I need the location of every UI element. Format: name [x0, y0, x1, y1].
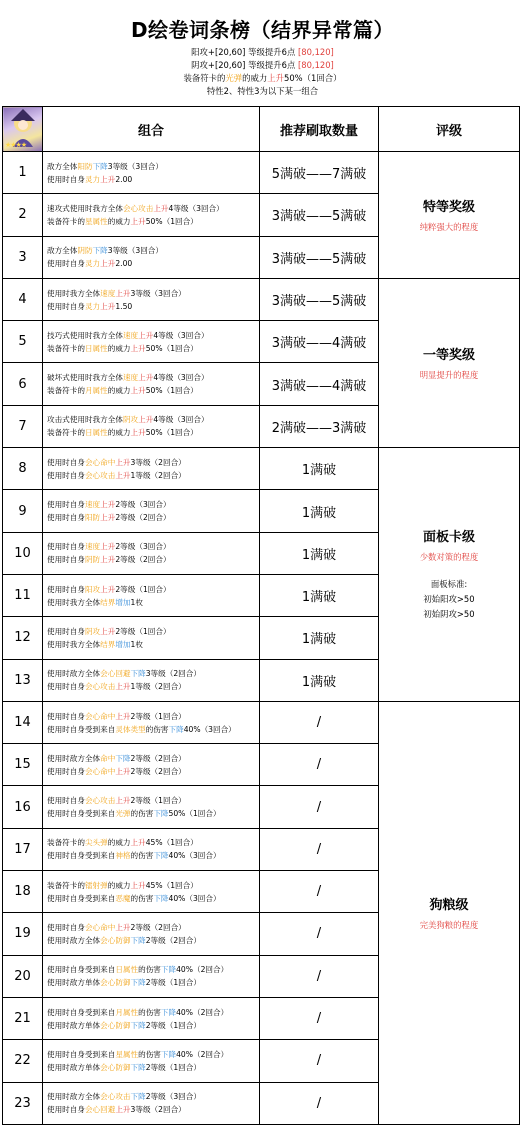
recommended-count: / — [260, 786, 379, 828]
combo-line: 使用时敌方单体会心防御下降2等级（1回合） — [47, 978, 201, 988]
grade-description: 纯粹强大的程度 — [419, 222, 479, 233]
row-number: 21 — [3, 997, 43, 1039]
rarity-stars-icon: ★★★★ — [5, 141, 27, 149]
recommended-count: 1满破 — [260, 448, 379, 490]
header-count: 推荐刷取数量 — [260, 107, 379, 152]
row-number: 16 — [3, 786, 43, 828]
recommended-count: 3满破——5满破 — [260, 194, 379, 236]
combo-cell — [43, 405, 260, 447]
row-number: 20 — [3, 955, 43, 997]
grade-description: 少数对策的程度 — [419, 552, 479, 563]
combo-line: 使用时自身会心回避上升3等级（2回合） — [47, 1105, 186, 1115]
combo-line: 使用时自身受到来自月属性的伤害下降40%（2回合） — [47, 1007, 229, 1017]
combo-line: 使用时自身会心攻击上升1等级（2回合） — [47, 470, 186, 480]
grade-cell — [379, 278, 520, 447]
combo-line: 使用时自身会心命中上升3等级（2回合） — [47, 457, 186, 467]
combo-line: 使用时自身受到来自光弹的伤害下降50%（1回合） — [47, 809, 221, 819]
grade-note: 面板标准: 初始阳攻>50 初始阴攻>50 — [423, 579, 475, 620]
combo-line: 装备符卡的月属性的威力上升50%（1回合） — [47, 386, 198, 396]
combo-line: 使用时自身灵力上升2.00 — [47, 259, 133, 269]
combo-line: 使用时自身灵力上升2.00 — [47, 174, 133, 184]
row-number: 14 — [3, 701, 43, 743]
recommended-count: 3满破——5满破 — [260, 278, 379, 320]
combo-line: 使用时自身受到来自日属性的伤害下降40%（2回合） — [47, 965, 229, 975]
recommended-count: 1满破 — [260, 574, 379, 616]
table-row — [3, 701, 520, 743]
row-number: 1 — [3, 152, 43, 194]
combo-line: 使用时自身阳攻上升2等级（1回合） — [47, 584, 171, 594]
recommended-count: 3满破——4满破 — [260, 363, 379, 405]
combo-cell — [43, 278, 260, 320]
grade-name: 特等奖级 — [422, 200, 475, 216]
combo-line: 使用时自身会心攻击上升2等级（1回合） — [47, 796, 186, 806]
recommended-count: / — [260, 1082, 379, 1124]
combo-line: 使用时自身受到来自灵体类型的伤害下降40%（3回合） — [47, 724, 236, 734]
page-title: D绘卷词条榜（结界异常篇） — [130, 18, 395, 42]
recommended-count: 5满破——7满破 — [260, 152, 379, 194]
table-row — [3, 448, 520, 490]
combo-line: 使用时自身会心攻击上升1等级（2回合） — [47, 682, 186, 692]
note-line-3: 装备符卡的光弹的威力上升50%（1回合） — [183, 73, 342, 83]
row-number: 22 — [3, 1040, 43, 1082]
recommended-count: 1满破 — [260, 490, 379, 532]
combo-line: 使用时自身阴防上升2等级（2回合） — [47, 555, 171, 565]
grade-name: 一等奖级 — [422, 348, 475, 364]
combo-cell — [43, 152, 260, 194]
combo-line: 敌方全体阴防下降3等级（3回合） — [47, 246, 163, 256]
combo-line: 使用时自身受到来自恶魔的伤害下降40%（3回合） — [47, 893, 221, 903]
recommended-count: / — [260, 997, 379, 1039]
row-number: 9 — [3, 490, 43, 532]
combo-cell — [43, 532, 260, 574]
recommended-count: / — [260, 744, 379, 786]
combo-cell — [43, 490, 260, 532]
combo-cell — [43, 828, 260, 870]
character-avatar — [3, 107, 43, 152]
row-number: 5 — [3, 321, 43, 363]
row-number: 2 — [3, 194, 43, 236]
note-line-2: 阴攻+[20,60] 等级提升6点 [80,120] — [191, 60, 334, 70]
recommended-count: 1满破 — [260, 532, 379, 574]
combo-cell — [43, 194, 260, 236]
combo-line: 装备符卡的日属性的威力上升50%（1回合） — [47, 428, 198, 438]
row-number: 17 — [3, 828, 43, 870]
note-line-4: 特性2、特性3为以下某一组合 — [206, 86, 319, 96]
combo-cell — [43, 744, 260, 786]
combo-line: 速攻式使用时我方全体会心攻击上升4等级（3回合） — [47, 203, 224, 213]
recommended-count: / — [260, 871, 379, 913]
table-header-row — [3, 107, 520, 152]
combo-line: 装备符卡的尖头弹的威力上升45%（1回合） — [47, 838, 198, 848]
combo-line: 使用时自身灵力上升1.50 — [47, 301, 133, 311]
combo-line: 破坏式使用时我方全体速度上升4等级（3回合） — [47, 373, 209, 383]
combo-line: 使用时自身会心命中上升2等级（1回合） — [47, 711, 186, 721]
combo-cell — [43, 574, 260, 616]
page-header — [0, 0, 525, 96]
combo-cell — [43, 786, 260, 828]
combo-cell — [43, 701, 260, 743]
combo-line: 使用时自身会心命中上升2等级（2回合） — [47, 922, 186, 932]
combo-line: 使用时自身会心命中上升2等级（2回合） — [47, 766, 186, 776]
table-row — [3, 152, 520, 194]
recommended-count: / — [260, 955, 379, 997]
row-number: 7 — [3, 405, 43, 447]
header-combo: 组合 — [43, 107, 260, 152]
combo-line: 使用时自身速度上升2等级（3回合） — [47, 500, 171, 510]
combo-cell — [43, 1082, 260, 1124]
combo-line: 使用时自身阳防上升2等级（2回合） — [47, 513, 171, 523]
recommended-count: / — [260, 701, 379, 743]
grade-cell — [379, 448, 520, 702]
row-number: 23 — [3, 1082, 43, 1124]
recommended-count: / — [260, 828, 379, 870]
combo-line: 使用时自身阴攻上升2等级（1回合） — [47, 626, 171, 636]
row-number: 13 — [3, 659, 43, 701]
recommended-count: / — [260, 913, 379, 955]
grade-cell — [379, 152, 520, 279]
header-grade: 评级 — [379, 107, 520, 152]
row-number: 19 — [3, 913, 43, 955]
combo-line: 使用时敌方全体会心防御下降2等级（2回合） — [47, 935, 201, 945]
combo-line: 装备符卡的星属性的威力上升50%（1回合） — [47, 216, 198, 226]
avatar — [3, 107, 42, 151]
combo-line: 使用时敌方全体会心回避下降3等级（2回合） — [47, 669, 201, 679]
row-number: 15 — [3, 744, 43, 786]
combo-cell — [43, 448, 260, 490]
combo-cell — [43, 363, 260, 405]
combo-cell — [43, 236, 260, 278]
recommended-count: 2满破——3满破 — [260, 405, 379, 447]
combo-cell — [43, 913, 260, 955]
combo-line: 使用时敌方单体会心防御下降2等级（1回合） — [47, 1062, 201, 1072]
combo-line: 使用时敌方全体会心攻击下降2等级（3回合） — [47, 1092, 201, 1102]
row-number: 11 — [3, 574, 43, 616]
grade-description: 完美狗粮的程度 — [419, 920, 479, 931]
row-number: 3 — [3, 236, 43, 278]
combo-cell — [43, 997, 260, 1039]
combo-line: 使用时我方全体结界增加1枚 — [47, 597, 143, 607]
recommended-count: / — [260, 1040, 379, 1082]
grade-name: 面板卡级 — [422, 530, 475, 546]
recommended-count: 3满破——5满破 — [260, 236, 379, 278]
row-number: 12 — [3, 617, 43, 659]
combo-cell — [43, 617, 260, 659]
combo-line: 技巧式使用时我方全体速度上升4等级（3回合） — [47, 330, 209, 340]
combo-cell — [43, 1040, 260, 1082]
combo-line: 使用时我方全体结界增加1枚 — [47, 639, 143, 649]
row-number: 18 — [3, 871, 43, 913]
recommended-count: 1满破 — [260, 617, 379, 659]
combo-line: 使用时敌方全体命中下降2等级（2回合） — [47, 753, 186, 763]
combo-line: 使用时自身受到来自星属性的伤害下降40%（2回合） — [47, 1049, 229, 1059]
combo-cell — [43, 321, 260, 363]
row-number: 8 — [3, 448, 43, 490]
combo-line: 使用时自身受到来自神格的伤害下降40%（3回合） — [47, 851, 221, 861]
combo-line: 使用时自身速度上升2等级（3回合） — [47, 542, 171, 552]
combo-cell — [43, 659, 260, 701]
recommended-count: 1满破 — [260, 659, 379, 701]
entry-table — [2, 106, 520, 1125]
row-number: 6 — [3, 363, 43, 405]
row-number: 4 — [3, 278, 43, 320]
grade-name: 狗粮级 — [429, 898, 469, 914]
row-number: 10 — [3, 532, 43, 574]
table-row — [3, 278, 520, 320]
combo-cell — [43, 871, 260, 913]
combo-line: 攻击式使用时我方全体阴攻上升4等级（3回合） — [47, 415, 209, 425]
combo-line: 装备符卡的镭射弹的威力上升45%（1回合） — [47, 880, 198, 890]
grade-description: 明显提升的程度 — [419, 370, 479, 381]
combo-line: 使用时我方全体速度上升3等级（3回合） — [47, 288, 186, 298]
recommended-count: 3满破——4满破 — [260, 321, 379, 363]
grade-cell — [379, 701, 520, 1124]
combo-line: 使用时敌方单体会心防御下降2等级（1回合） — [47, 1020, 201, 1030]
note-line-1: 阳攻+[20,60] 等级提升6点 [80,120] — [191, 47, 334, 57]
combo-line: 装备符卡的日属性的威力上升50%（1回合） — [47, 343, 198, 353]
combo-cell — [43, 955, 260, 997]
combo-line: 敌方全体阳防下降3等级（3回合） — [47, 161, 163, 171]
